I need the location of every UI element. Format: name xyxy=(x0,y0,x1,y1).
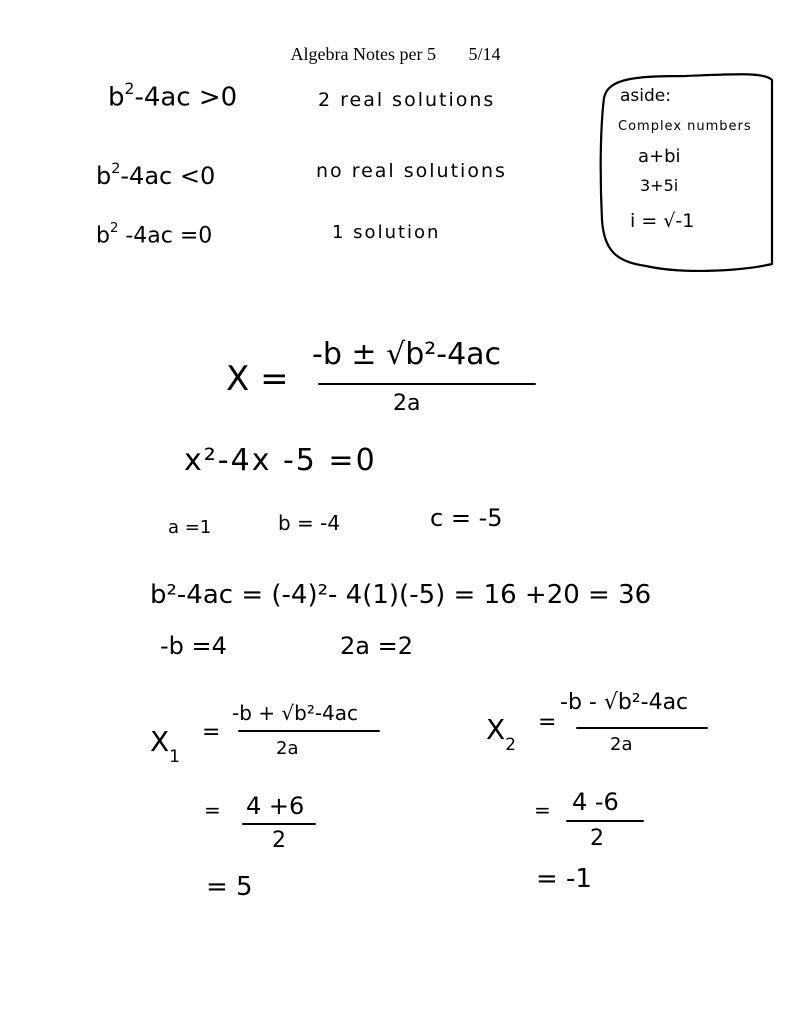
rule-2-expression: $b^2-4ac <0$ xyxy=(96,161,216,190)
x1-step-denominator: 2 xyxy=(272,828,286,853)
x1-equals: = xyxy=(202,720,221,745)
x2-label: $X_2$ xyxy=(486,713,516,754)
x1-numerator: -b + √b²-4ac xyxy=(232,701,359,725)
x2-step-equals: = xyxy=(534,798,551,822)
aside-line-3: i = √-1 xyxy=(630,210,695,232)
rule-1-expression: $b^2-4ac >0$ xyxy=(108,80,238,113)
x2-step-denominator: 2 xyxy=(590,826,604,851)
formula-denominator: 2a xyxy=(393,391,421,416)
aside-line-2: 3+5i xyxy=(640,176,679,195)
aside-heading: aside: xyxy=(620,86,671,106)
formula-fraction-bar xyxy=(318,383,536,385)
notes-title: Algebra Notes per 5 xyxy=(290,44,436,64)
aside-line-1: a+bi xyxy=(638,146,681,167)
x1-result: = 5 xyxy=(206,872,253,902)
x2-step-numerator: 4 -6 xyxy=(572,788,619,816)
negative-b-value: -b =4 xyxy=(160,632,227,660)
rule-3-result: 1 solution xyxy=(332,222,441,243)
x1-step-equals: = xyxy=(204,798,221,822)
x2-denominator: 2a xyxy=(610,734,633,755)
aside-subheading: Complex numbers xyxy=(618,119,752,134)
notes-date: 5/14 xyxy=(468,44,501,64)
x2-numerator: -b - √b²-4ac xyxy=(560,690,689,715)
x1-step-numerator: 4 +6 xyxy=(246,792,305,820)
formula-numerator: -b ± √b²-4ac xyxy=(312,337,502,372)
example-equation: x²-4x -5 =0 xyxy=(184,443,377,478)
x1-label: $X_1$ xyxy=(150,725,180,766)
page-header xyxy=(0,44,791,65)
x1-step-fraction-bar xyxy=(242,823,316,825)
rule-2-result: no real solutions xyxy=(316,160,507,182)
coefficient-b: b = -4 xyxy=(278,511,341,535)
two-a-value: 2a =2 xyxy=(340,632,413,660)
coefficient-a: a =1 xyxy=(168,517,212,538)
coefficient-c: c = -5 xyxy=(430,504,503,532)
x2-fraction-bar xyxy=(576,727,708,729)
aside-box xyxy=(596,70,772,270)
x1-denominator: 2a xyxy=(276,738,299,759)
formula-lhs: X = xyxy=(226,359,289,399)
x2-step-fraction-bar xyxy=(566,820,644,822)
x1-fraction-bar xyxy=(238,730,380,732)
rule-3-expression: $b^2$ -4ac =0 xyxy=(96,221,213,249)
x2-result: = -1 xyxy=(536,864,592,894)
x2-equals: = xyxy=(538,710,557,735)
rule-1-result: 2 real solutions xyxy=(318,89,496,111)
discriminant-calculation: b²-4ac = (-4)²- 4(1)(-5) = 16 +20 = 36 xyxy=(150,580,652,610)
